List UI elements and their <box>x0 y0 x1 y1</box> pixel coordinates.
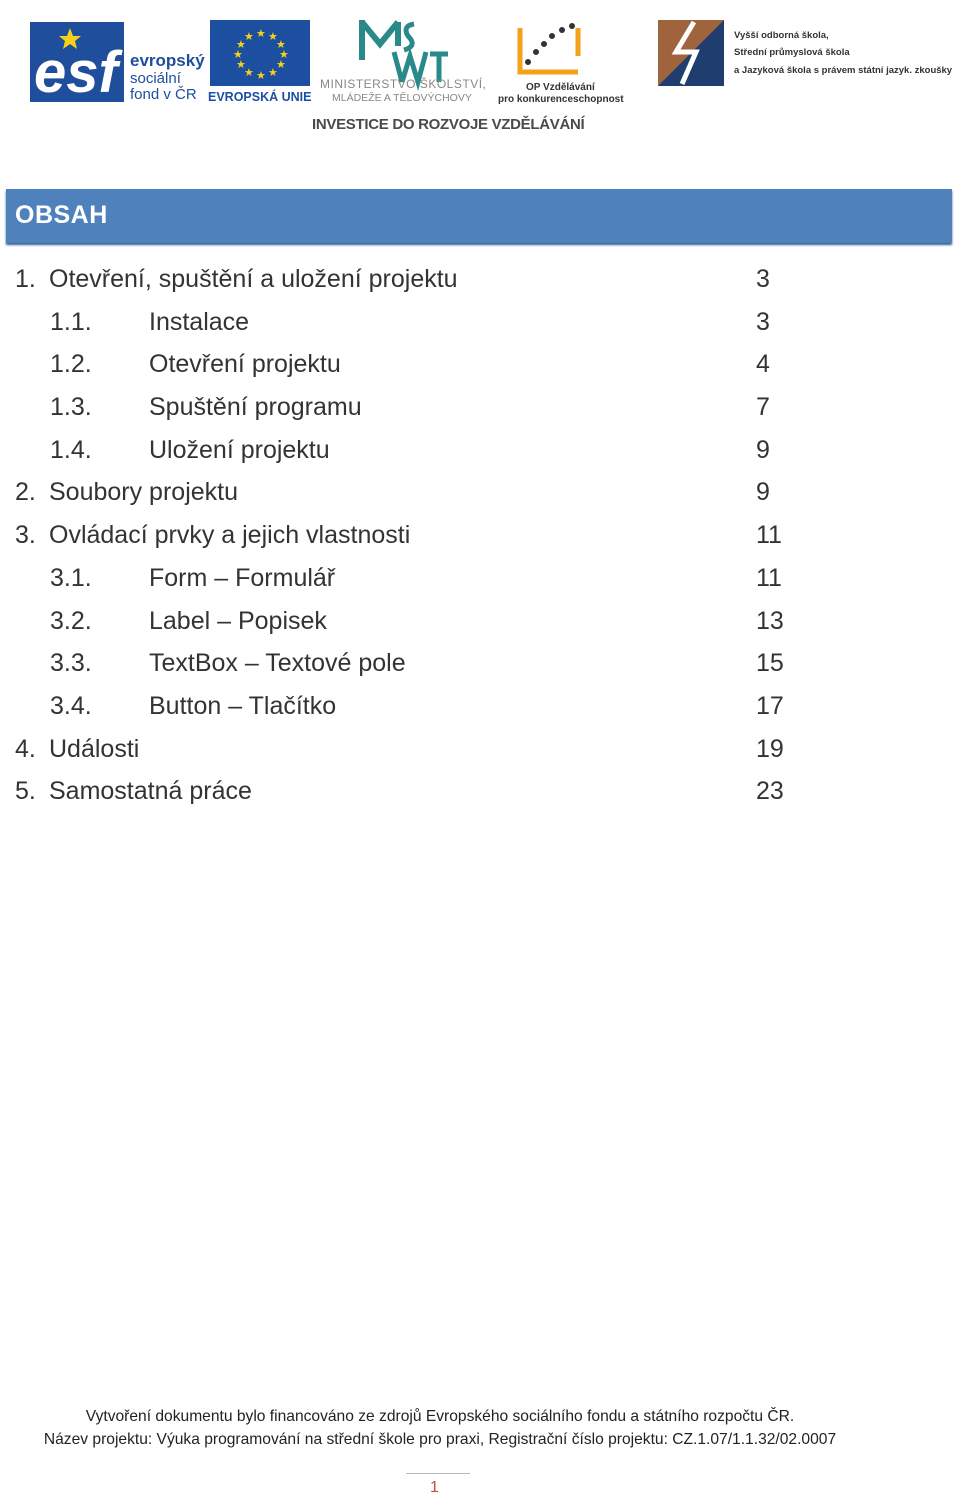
svg-text:★: ★ <box>279 49 289 61</box>
svg-text:★: ★ <box>276 59 286 71</box>
table-of-contents <box>0 262 960 817</box>
svg-text:fond v ČR: fond v ČR <box>130 86 197 103</box>
toc-entry-title: Soubory projektu <box>49 478 239 507</box>
toc-entry[interactable] <box>0 433 960 476</box>
svg-text:MLÁDEŽE A TĚLOVÝCHOVY: MLÁDEŽE A TĚLOVÝCHOVY <box>332 92 472 104</box>
toc-entry-title: Otevření projektu <box>149 350 341 379</box>
school-logo <box>656 18 953 90</box>
toc-entry-title: Instalace <box>149 307 250 336</box>
svg-text:★: ★ <box>236 39 246 51</box>
toc-entry-page: 9 <box>756 478 770 507</box>
svg-text:Vyšší odborná škola,: Vyšší odborná škola, <box>734 30 829 41</box>
msmt-logo <box>318 16 490 104</box>
toc-entry-page: 3 <box>756 307 770 336</box>
page-number-rule <box>406 1473 470 1474</box>
esf-logo <box>30 18 205 105</box>
toc-entry[interactable] <box>0 604 960 647</box>
toc-entry-title: Události <box>49 734 140 763</box>
toc-entry[interactable] <box>0 390 960 433</box>
toc-entry-num: 3. <box>15 521 36 550</box>
toc-entry-page: 11 <box>756 563 782 592</box>
svg-text:★: ★ <box>256 28 266 40</box>
toc-entry-num: 3.4. <box>50 691 92 720</box>
svg-text:★: ★ <box>276 39 286 51</box>
toc-entry-num: 1.1. <box>50 307 92 336</box>
svg-text:★: ★ <box>244 67 254 79</box>
toc-entry-page: 9 <box>756 435 770 464</box>
toc-heading-banner <box>6 189 952 243</box>
toc-entry-num: 4. <box>15 734 36 763</box>
op-logo <box>498 16 624 106</box>
toc-entry[interactable] <box>0 347 960 390</box>
toc-entry[interactable] <box>0 518 960 561</box>
toc-entry-num: 5. <box>15 777 36 806</box>
svg-text:★: ★ <box>236 59 246 71</box>
toc-entry-title: Uložení projektu <box>149 435 330 464</box>
toc-entry-page: 23 <box>756 777 784 806</box>
toc-entry-title: Form – Formulář <box>149 563 336 592</box>
toc-entry-page: 19 <box>756 734 784 763</box>
toc-entry-num: 3.3. <box>50 649 92 678</box>
toc-entry-page: 7 <box>756 393 770 422</box>
toc-entry-title: Button – Tlačítko <box>149 691 337 720</box>
toc-entry[interactable] <box>0 475 960 518</box>
toc-entry-page: 13 <box>756 606 784 635</box>
toc-heading: OBSAH <box>15 201 108 229</box>
svg-text:Střední průmyslová škola: Střední průmyslová škola <box>734 47 850 58</box>
svg-text:OP Vzdělávání: OP Vzdělávání <box>526 82 595 93</box>
toc-entry-title: TextBox – Textové pole <box>149 649 406 678</box>
toc-entry-title: Label – Popisek <box>149 606 327 635</box>
toc-entry-title: Ovládací prvky a jejich vlastnosti <box>49 521 411 550</box>
svg-text:★: ★ <box>244 31 254 43</box>
svg-text:EVROPSKÁ UNIE: EVROPSKÁ UNIE <box>208 90 312 104</box>
svg-text:★: ★ <box>233 49 243 61</box>
toc-entry[interactable] <box>0 774 960 817</box>
toc-entry-num: 1.3. <box>50 393 92 422</box>
toc-entry-num: 1. <box>15 265 36 293</box>
toc-entry-page: 3 <box>756 265 770 293</box>
svg-text:★: ★ <box>256 70 266 82</box>
svg-text:★: ★ <box>268 67 278 79</box>
toc-entry-page: 15 <box>756 649 784 678</box>
toc-entry[interactable] <box>0 689 960 732</box>
svg-text:★: ★ <box>268 31 278 43</box>
page-number: 1 <box>430 1479 439 1496</box>
toc-entry-num: 1.2. <box>50 350 92 379</box>
toc-entry-num: 3.1. <box>50 563 92 592</box>
eu-flag-logo <box>208 20 312 104</box>
svg-text:MINISTERSTVO ŠKOLSTVÍ,: MINISTERSTVO ŠKOLSTVÍ, <box>320 77 487 91</box>
toc-entry-num: 3.2. <box>50 606 92 635</box>
toc-entry-title: Otevření, spuštění a uložení projektu <box>49 265 458 293</box>
svg-text:sociální: sociální <box>130 70 181 87</box>
svg-text:evropský: evropský <box>130 51 205 70</box>
toc-entry[interactable] <box>0 305 960 348</box>
svg-text:a Jazyková škola s právem stát: a Jazyková škola s právem státní jazyk. zkoušky <box>734 65 953 76</box>
toc-entry-page: 11 <box>756 521 782 550</box>
toc-entry[interactable] <box>0 732 960 775</box>
toc-entry-page: 17 <box>756 691 784 720</box>
toc-entry-num: 2. <box>15 478 36 507</box>
investice-slogan: INVESTICE DO ROZVOJE VZDĚLÁVÁNÍ <box>312 116 585 133</box>
svg-text:esf: esf <box>34 40 118 105</box>
toc-entry-num: 1.4. <box>50 435 92 464</box>
footer-funding-line: Vytvoření dokumentu bylo financováno ze zdrojů Evropského sociálního fondu a státního rozpočtu ČR. <box>85 1408 795 1425</box>
toc-entry[interactable] <box>0 561 960 604</box>
toc-entry-page: 4 <box>756 350 770 379</box>
footer-project-line: Název projektu: Výuka programování na střední škole pro praxi, Registrační číslo projektu: CZ.1.07/1.1.32/02.0007 <box>43 1431 837 1448</box>
svg-text:pro konkurenceschopnost: pro konkurenceschopnost <box>498 94 624 105</box>
toc-entry-title: Spuštění programu <box>149 393 362 422</box>
toc-entry[interactable] <box>0 262 960 305</box>
toc-entry-title: Samostatná práce <box>49 777 252 806</box>
toc-entry[interactable] <box>0 646 960 689</box>
